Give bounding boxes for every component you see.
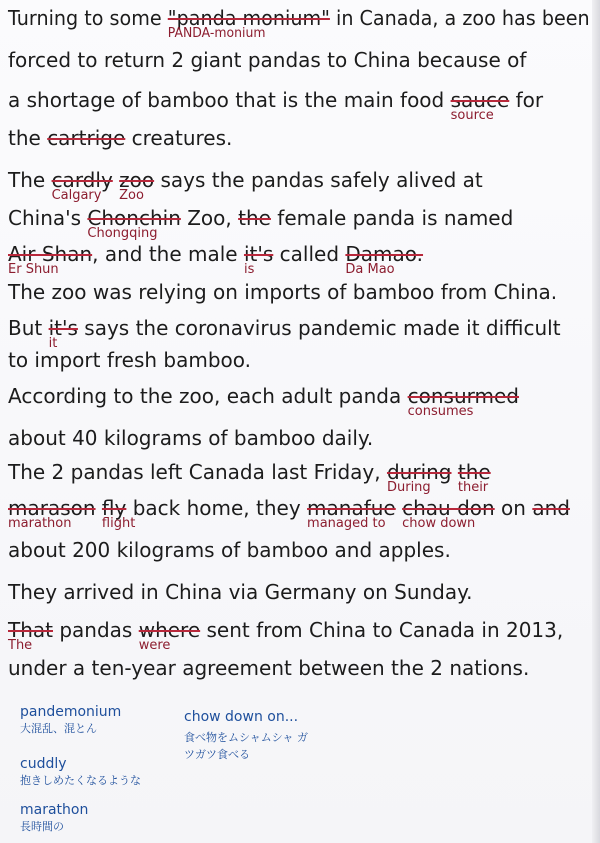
essay-line bbox=[8, 658, 529, 678]
text-segment bbox=[330, 8, 590, 28]
vocab-gloss: 抱きしめたくなるような bbox=[20, 774, 141, 787]
essay-text: creatures. bbox=[125, 126, 233, 150]
text-segment bbox=[8, 386, 408, 406]
text-segment bbox=[92, 244, 244, 264]
essay-text: China's bbox=[8, 206, 88, 230]
vocab-entry bbox=[20, 704, 121, 736]
text-segment bbox=[495, 498, 533, 518]
correction-group bbox=[386, 460, 452, 495]
correction-note: Zoo bbox=[119, 188, 144, 203]
text-segment bbox=[8, 540, 451, 560]
essay-text: The zoo was relying on imports of bamboo from China. bbox=[8, 280, 558, 304]
correction-group bbox=[345, 242, 424, 277]
text-segment bbox=[8, 8, 168, 28]
text-segment bbox=[8, 50, 526, 70]
essay-text: The bbox=[8, 168, 52, 192]
essay-text: about 200 kilograms of bamboo and apples. bbox=[8, 538, 451, 562]
essay-line bbox=[8, 6, 590, 41]
essay-line bbox=[8, 540, 451, 560]
correction-note: During bbox=[386, 480, 431, 495]
text-segment bbox=[154, 170, 483, 190]
struck-text: during bbox=[386, 460, 452, 484]
struck-text: consurmed bbox=[407, 384, 519, 408]
essay-text: the bbox=[8, 126, 48, 150]
correction-group bbox=[402, 496, 495, 531]
correction-group bbox=[8, 618, 53, 653]
vocab-term: chow down on... bbox=[184, 709, 299, 725]
correction-note: Er Shun bbox=[8, 262, 59, 277]
correction-group bbox=[87, 206, 181, 241]
struck-text: the bbox=[457, 460, 491, 484]
essay-text: Zoo, bbox=[180, 206, 239, 230]
essay-text: back home, they bbox=[126, 496, 308, 520]
essay-text: to import fresh bamboo. bbox=[8, 348, 252, 372]
struck-text: fly bbox=[101, 496, 127, 520]
correction-group bbox=[8, 496, 96, 531]
essay-line bbox=[8, 582, 472, 602]
struck-text: and bbox=[532, 496, 570, 520]
correction-note: The bbox=[8, 638, 33, 653]
correction-note: were bbox=[138, 638, 171, 653]
essay-text: under a ten-year agreement between the 2 nations. bbox=[8, 656, 530, 680]
correction-note: source bbox=[450, 108, 494, 123]
struck-text: zoo bbox=[119, 168, 155, 192]
correction-group bbox=[167, 6, 330, 41]
essay-line bbox=[8, 128, 232, 148]
struck-text: manafue bbox=[307, 496, 396, 520]
correction-group bbox=[138, 618, 201, 653]
struck-text: sauce bbox=[450, 88, 510, 112]
struck-text: Chonchin bbox=[87, 206, 181, 230]
essay-text: called bbox=[273, 242, 346, 266]
struck-text: cardly bbox=[51, 168, 113, 192]
essay-line bbox=[8, 618, 564, 653]
essay-line bbox=[8, 460, 491, 495]
essay-line bbox=[8, 282, 557, 302]
essay-text: sent from China to Canada in 2013, bbox=[200, 618, 564, 642]
text-segment bbox=[8, 208, 87, 228]
correction-note: chow down bbox=[402, 516, 476, 531]
text-segment bbox=[8, 658, 529, 678]
essay-text: on bbox=[494, 496, 533, 520]
essay-text: The 2 pandas left Canada last Friday, bbox=[8, 460, 387, 484]
struck-text: "panda monium" bbox=[167, 6, 330, 30]
correction-note: managed to bbox=[307, 516, 386, 531]
essay-line bbox=[8, 50, 526, 70]
essay-text: female panda is named bbox=[270, 206, 514, 230]
text-segment bbox=[126, 498, 307, 518]
text-segment bbox=[78, 318, 561, 338]
text-segment bbox=[8, 582, 472, 602]
text-segment bbox=[8, 128, 47, 148]
text-segment bbox=[53, 620, 139, 640]
page-edge bbox=[592, 0, 600, 843]
struck-text: cartrige bbox=[47, 126, 126, 150]
correction-note: it bbox=[48, 336, 58, 351]
essay-line bbox=[8, 428, 373, 448]
struck-text: Air Shan bbox=[8, 242, 93, 266]
text-segment bbox=[8, 90, 451, 110]
text-segment bbox=[8, 428, 373, 448]
vocab-entry bbox=[20, 756, 141, 788]
essay-text: pandas bbox=[53, 618, 139, 642]
essay-text: , and the male bbox=[92, 242, 244, 266]
text-segment bbox=[509, 90, 543, 110]
text-segment bbox=[8, 350, 251, 370]
text-segment bbox=[273, 244, 345, 264]
text-segment bbox=[8, 282, 557, 302]
text-segment bbox=[181, 208, 238, 228]
vocab-gloss: 食べ物をムシャムシャ ガツガツ食べる bbox=[184, 731, 309, 761]
vocab-gloss: 長時間の bbox=[20, 820, 64, 833]
essay-line bbox=[8, 88, 544, 123]
correction-group bbox=[243, 242, 274, 277]
vocab-entry bbox=[20, 802, 88, 834]
essay-text: They arrived in China via Germany on Sunday. bbox=[8, 580, 473, 604]
struck-text: it's bbox=[48, 316, 78, 340]
correction-group bbox=[51, 168, 113, 203]
vocab-term: cuddly bbox=[20, 756, 67, 772]
text-segment bbox=[8, 170, 52, 190]
essay-text: Turning to some bbox=[8, 6, 168, 30]
correction-note: is bbox=[243, 262, 255, 277]
essay-text: But bbox=[8, 316, 49, 340]
essay-line bbox=[8, 206, 514, 241]
essay-line bbox=[8, 316, 561, 351]
essay-line bbox=[8, 496, 570, 531]
correction-note: Da Mao bbox=[345, 262, 395, 277]
essay-text: a shortage of bamboo that is the main food bbox=[8, 88, 451, 112]
essay-text: in Canada, a zoo has been bbox=[329, 6, 590, 30]
correction-group bbox=[101, 496, 136, 531]
vocab-term: marathon bbox=[20, 802, 89, 818]
correction-group bbox=[47, 128, 125, 148]
correction-group bbox=[238, 208, 271, 228]
vocab-term: pandemonium bbox=[20, 704, 122, 720]
correction-note: PANDA-monium bbox=[167, 26, 266, 41]
essay-line bbox=[8, 350, 251, 370]
essay-text: According to the zoo, each adult panda bbox=[8, 384, 408, 408]
correction-group bbox=[48, 316, 78, 351]
text-segment bbox=[8, 462, 387, 482]
correction-note: their bbox=[457, 480, 489, 495]
text-segment bbox=[271, 208, 513, 228]
struck-text: the bbox=[238, 206, 271, 230]
essay-text: says the pandas safely alived at bbox=[154, 168, 483, 192]
struck-text: it's bbox=[243, 242, 274, 266]
essay-line bbox=[8, 242, 424, 277]
struck-text: marason bbox=[8, 496, 96, 520]
essay-line bbox=[8, 384, 519, 419]
correction-group bbox=[457, 460, 491, 495]
correction-group bbox=[307, 496, 396, 531]
struck-text: where bbox=[138, 618, 201, 642]
correction-note: flight bbox=[101, 516, 136, 531]
correction-group bbox=[119, 168, 155, 203]
struck-text: That bbox=[8, 618, 53, 642]
correction-note: Chongqing bbox=[87, 226, 158, 241]
struck-text: chau don bbox=[402, 496, 495, 520]
vocab-gloss: 大混乱、混とん bbox=[20, 722, 97, 735]
text-segment bbox=[8, 318, 49, 338]
correction-group bbox=[8, 242, 93, 277]
vocab-entry bbox=[184, 709, 314, 763]
text-segment bbox=[125, 128, 232, 148]
essay-text: says the coronavirus pandemic made it difficult bbox=[77, 316, 561, 340]
essay-line bbox=[8, 168, 483, 203]
correction-group bbox=[407, 384, 519, 419]
correction-group bbox=[450, 88, 510, 123]
essay-text: for bbox=[509, 88, 544, 112]
struck-text: Damao. bbox=[345, 242, 424, 266]
correction-note: Calgary bbox=[51, 188, 102, 203]
text-segment bbox=[200, 620, 563, 640]
correction-group bbox=[532, 498, 570, 518]
essay-text: forced to return 2 giant pandas to China because of bbox=[8, 48, 527, 72]
correction-note: consumes bbox=[407, 404, 474, 419]
correction-note: marathon bbox=[8, 516, 72, 531]
essay-text: about 40 kilograms of bamboo daily. bbox=[8, 426, 374, 450]
